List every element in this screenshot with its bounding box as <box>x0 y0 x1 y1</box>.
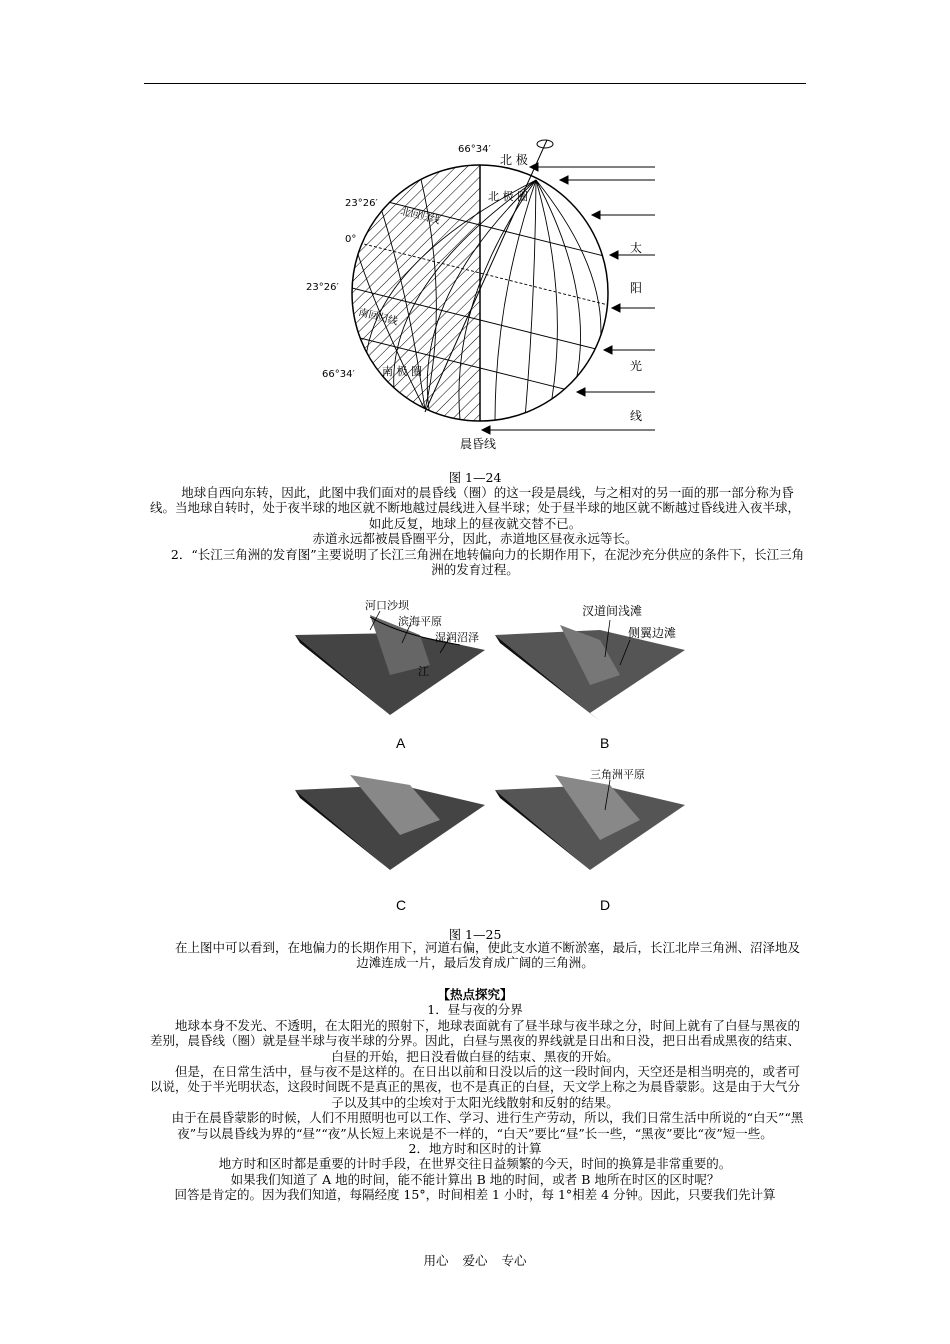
label-lat-2326-top: 23°26′ <box>345 198 378 209</box>
label-sunlight-3: 光 <box>630 359 643 373</box>
label-side-shoal: 侧翼边滩 <box>628 626 677 640</box>
panel-label-c: C <box>396 897 407 913</box>
paragraph: 在上图中可以看到，在地偏力的长期作用下，河道右偏，使此支水道不断淤塞，最后，长江北岸三角洲、沼泽地及边滩连成一片，最后发育成广阔的三角洲。 <box>174 940 800 971</box>
label-antarctic-circle: 南 极 圈 <box>382 365 422 378</box>
figure-caption-1-25: 图 1—25 <box>448 927 502 942</box>
paragraph: 2．“长江三角洲的发育图”主要说明了长江三角洲在地转偏向力的长期作用下，在泥沙充分供应的条件下，长江三角洲的发育过程。 <box>170 546 805 578</box>
label-tropic-capricorn: 南回归线 <box>357 307 399 328</box>
paragraph: 由于在晨昏蒙影的时候，人们不用照明也可以工作、学习、进行生产劳动，所以，我们日常生活中所说的“白天”“黑夜”与以晨昏线为界的“昼”“夜”从长短上来说是不一样的，“白天”要比“昼”长一些，“黑夜”要比“夜”短一些。 <box>171 1110 804 1141</box>
paragraph: 地球自西向东转，因此，此图中我们面对的晨昏线（圈）的这一段是晨线，与之相对的另一面的那一部分称为昏线。当地球自转时，处于夜半球的地区就不断地越过晨线进入昼半球；处于昼半球的地区就不断越过昏线进入夜半球，如此反复，地球上的昼夜就交替不已。 <box>149 485 800 531</box>
panel-c-graphic <box>295 775 485 878</box>
label-coastal-plain: 滨海平原 <box>398 615 442 628</box>
header-rule <box>144 83 806 84</box>
label-delta-plain: 三角洲平原 <box>590 768 645 781</box>
label-terminator: 晨昏线 <box>460 437 497 451</box>
sunlight-arrows <box>482 163 655 434</box>
label-lat-6634-bottom: 66°34′ <box>322 369 355 380</box>
label-river: 江 <box>418 665 429 678</box>
label-tropic-cancer: 北回归线 <box>399 206 441 227</box>
globe-figure <box>300 130 670 455</box>
paragraph-block-2 <box>144 940 806 971</box>
paragraph: 回答是肯定的。因为我们知道，每隔经度 15°，时间相差 1 小时，每 1°相差 4 分钟。因此，只要我们先计算 <box>174 1187 776 1203</box>
label-north-pole: 北 极 <box>500 153 528 167</box>
label-sunlight-1: 太 <box>630 241 643 255</box>
label-sunlight-4: 线 <box>630 409 643 423</box>
subheading: 1．昼与夜的分界 <box>427 1002 523 1018</box>
page-footer: 用心 爱心 专心 <box>423 1253 527 1268</box>
paragraph: 如果我们知道了 A 地的时间，能不能计算出 B 地的时间，或者 B 地所在时区的区时呢？ <box>230 1171 720 1187</box>
label-wet-marsh: 湿润沼泽 <box>435 631 479 644</box>
label-estuary-sandbar: 河口沙坝 <box>365 599 409 612</box>
figure-caption-1-24: 图 1—24 <box>448 470 502 485</box>
paragraph-block-1 <box>144 485 806 577</box>
label-lat-0: 0° <box>345 234 357 245</box>
paragraph: 地球本身不发光、不透明，在太阳光的照射下，地球表面就有了昼半球与夜半球之分，时间上就有了白昼与黑夜的差别，晨昏线（圈）就是昼半球与夜半球的分界。因此，白昼与黑夜的界线就是日出和日没，把日出看成黑夜的结束、白昼的开始，把日没看做白昼的结束、黑夜的开始。 <box>149 1017 800 1064</box>
label-sunlight-2: 阳 <box>630 281 643 295</box>
label-channel-shoal: 汊道间浅滩 <box>582 604 643 618</box>
paragraph: 地方时和区时都是重要的计时手段，在世界交往日益频繁的今天，时间的换算是非常重要的。 <box>218 1156 732 1172</box>
hot-topic-section <box>144 987 806 1203</box>
paragraph: 赤道永远都被晨昏圈平分，因此，赤道地区昼夜永远等长。 <box>312 531 638 547</box>
panel-label-d: D <box>600 897 611 913</box>
label-arctic-circle: 北 极 圈 <box>488 190 528 203</box>
delta-figure <box>290 595 710 925</box>
paragraph: 但是，在日常生活中，昼与夜不是这样的。在日出以前和日没以后的这一段时间内，天空还是相当明亮的，或者可以说，处于半光明状态，这段时间既不是真正的黑夜，也不是真正的白昼，天文学上称之为晨昏蒙影。这是由于大气分子以及其中的尘埃对于太阳光线散射和反射的结果。 <box>149 1064 800 1110</box>
section-heading: 【热点探究】 <box>437 987 513 1002</box>
panel-label-a: A <box>396 735 406 751</box>
panel-label-b: B <box>600 735 610 751</box>
label-lat-6634-top: 66°34′ <box>458 144 491 155</box>
subheading: 2．地方时和区时的计算 <box>408 1141 542 1157</box>
panel-d-graphic <box>495 775 685 878</box>
label-lat-2326-bottom: 23°26′ <box>306 282 339 293</box>
